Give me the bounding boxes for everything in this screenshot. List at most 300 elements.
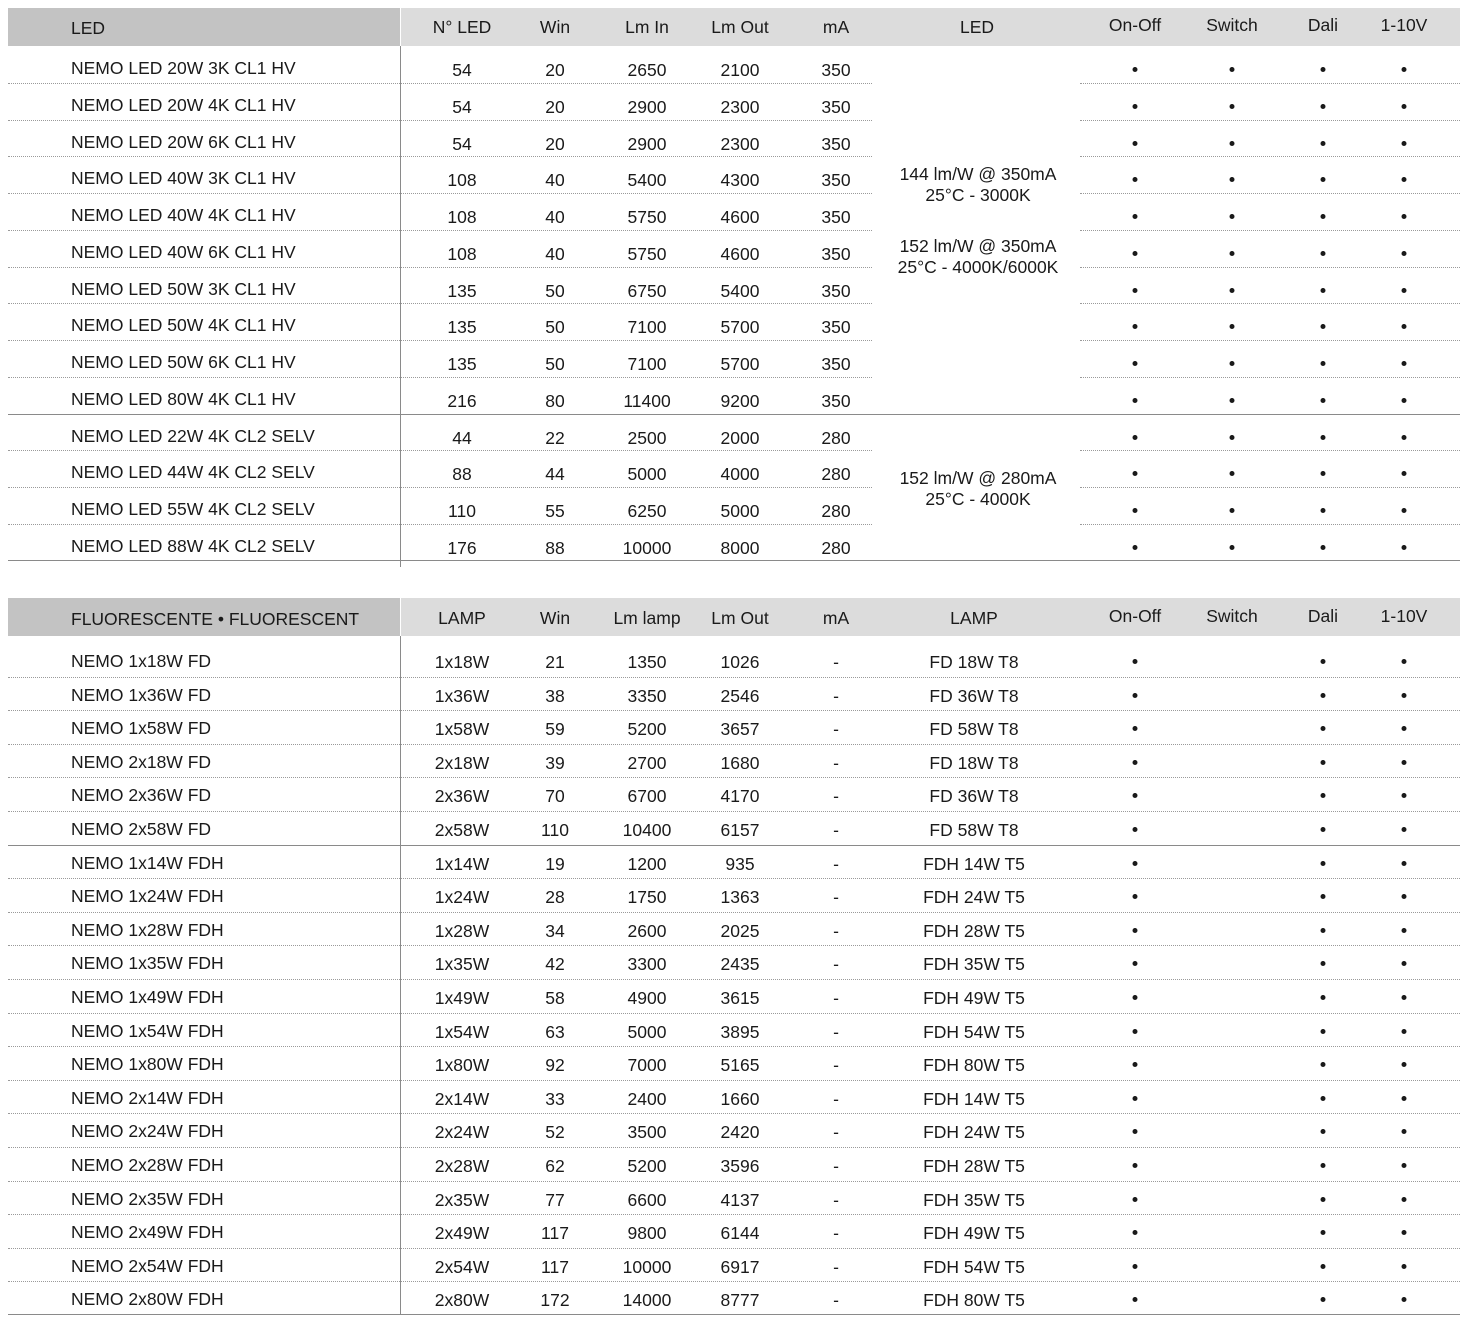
table-row (8, 193, 1460, 230)
n-led-cell: 135 (447, 354, 477, 374)
dali-dot (1321, 508, 1326, 513)
product-name: NEMO LED 44W 4K CL2 SELV (71, 462, 315, 483)
1-10v-dot (1402, 288, 1407, 293)
lm-lamp-cell: 2700 (627, 752, 667, 773)
row-divider (1080, 83, 1460, 84)
dali-dot (1321, 324, 1326, 329)
table-row (8, 1181, 1460, 1215)
on-off-dot (1133, 1297, 1138, 1302)
on-off-dot (1133, 177, 1138, 182)
table-row (8, 1013, 1460, 1047)
lm-out-cell: 2420 (720, 1122, 760, 1143)
lm-out-cell: 3895 (720, 1021, 760, 1042)
dali-dot (1321, 471, 1326, 476)
lamp-type-cell: FDH 80W T5 (923, 1055, 1025, 1076)
row-divider (8, 450, 872, 451)
lm-out-cell: 5700 (720, 317, 760, 338)
dali-dot (1321, 693, 1326, 698)
switch-dot (1230, 361, 1235, 366)
on-off-dot (1133, 1096, 1138, 1101)
win-cell: 40 (545, 207, 565, 227)
ma-cell: 280 (821, 537, 851, 558)
table-bottom-border (8, 1314, 1460, 1315)
row-divider (1080, 377, 1460, 378)
header-lm-out: Lm Out (711, 608, 769, 628)
1-10v-dot (1402, 471, 1407, 476)
table-row (8, 945, 1460, 979)
on-off-dot (1133, 324, 1138, 329)
1-10v-dot (1402, 177, 1407, 182)
ma-cell: - (833, 1055, 839, 1076)
table-row (8, 1113, 1460, 1147)
switch-dot (1230, 545, 1235, 550)
on-off-dot (1133, 398, 1138, 403)
ma-cell: - (833, 820, 839, 840)
win-cell: 80 (545, 390, 565, 411)
product-name: NEMO 1x58W FD (71, 718, 212, 739)
row-divider (8, 677, 1460, 678)
product-name: NEMO 2x54W FDH (71, 1255, 224, 1276)
lm-out-cell: 2025 (720, 920, 760, 941)
lamp-type-cell: FDH 49W T5 (923, 988, 1025, 1008)
win-cell: 55 (545, 501, 565, 521)
row-divider (8, 811, 1460, 812)
lm-lamp-cell: 7000 (627, 1055, 667, 1076)
lm-lamp-cell: 5000 (627, 1021, 667, 1042)
win-cell: 70 (545, 786, 565, 807)
lm-lamp-cell: 2400 (627, 1088, 667, 1109)
table-row (8, 1147, 1460, 1181)
lm-out-cell: 5165 (720, 1055, 760, 1076)
1-10v-dot (1402, 1230, 1407, 1235)
1-10v-dot (1402, 1096, 1407, 1101)
win-cell: 38 (545, 685, 565, 706)
lm-lamp-cell: 1750 (627, 887, 667, 908)
dali-dot (1321, 67, 1326, 72)
ma-cell: - (833, 752, 839, 773)
dali-dot (1321, 361, 1326, 366)
lamp-count-cell: 2x80W (434, 1290, 490, 1311)
ma-cell: 350 (821, 133, 851, 154)
table-row (8, 377, 1460, 414)
1-10v-dot (1402, 693, 1407, 698)
table-row (8, 267, 1460, 304)
lamp-type-cell: FDH 28W T5 (923, 1156, 1025, 1176)
n-led-cell: 110 (448, 501, 476, 521)
row-divider (8, 1046, 1460, 1047)
dali-dot (1321, 726, 1326, 731)
product-name: NEMO LED 40W 3K CL1 HV (71, 168, 296, 189)
lm-in-cell: 5400 (627, 170, 667, 191)
table-row (8, 156, 1460, 193)
ma-cell: - (833, 1256, 839, 1277)
lm-out-cell: 3657 (720, 719, 760, 740)
lamp-type-cell: FD 36W T8 (929, 685, 1019, 706)
lm-lamp-cell: 4900 (627, 988, 667, 1008)
lm-out-cell: 1363 (720, 887, 760, 908)
win-cell: 110 (541, 820, 569, 840)
row-divider (8, 303, 872, 304)
table-row (8, 1046, 1460, 1080)
lm-out-cell: 2435 (720, 954, 760, 975)
row-divider (8, 1113, 1460, 1114)
lamp-type-cell: FDH 24W T5 (923, 887, 1025, 908)
product-name: NEMO 1x14W FDH (71, 852, 224, 873)
1-10v-dot (1402, 104, 1407, 109)
table-row (8, 120, 1460, 157)
row-divider (1080, 340, 1460, 341)
win-cell: 92 (545, 1055, 565, 1076)
lm-out-cell: 5000 (720, 501, 760, 521)
win-cell: 40 (545, 243, 565, 264)
product-name: NEMO LED 50W 6K CL1 HV (71, 352, 296, 372)
on-off-dot (1133, 726, 1138, 731)
win-cell: 58 (545, 988, 565, 1008)
win-cell: 117 (541, 1223, 569, 1244)
dali-dot (1321, 545, 1326, 550)
row-divider (8, 524, 872, 525)
product-name: NEMO 1x54W FDH (71, 1020, 224, 1041)
row-divider (8, 1248, 1460, 1249)
product-name: NEMO 1x80W FDH (71, 1054, 224, 1075)
lamp-count-cell: 1x18W (434, 652, 490, 672)
lm-out-cell: 935 (725, 853, 755, 874)
lamp-type-cell: FDH 24W T5 (923, 1122, 1025, 1143)
win-cell: 20 (545, 60, 565, 80)
header-lamp: LAMP (438, 608, 486, 628)
ma-cell: 350 (821, 390, 851, 411)
n-led-cell: 216 (447, 390, 477, 411)
table-row (8, 845, 1460, 879)
lm-lamp-cell: 5200 (627, 719, 667, 740)
table-row (8, 524, 1460, 561)
dali-dot (1321, 1230, 1326, 1235)
ma-cell: 280 (821, 501, 851, 521)
table-row (8, 46, 1460, 83)
row-divider (8, 230, 872, 231)
header-lamp-type: LAMP (950, 608, 998, 628)
row-divider (8, 777, 1460, 778)
product-name: NEMO LED 40W 4K CL1 HV (71, 205, 296, 225)
dali-dot (1321, 961, 1326, 966)
lm-out-cell: 6157 (720, 820, 760, 840)
lamp-type-cell: FD 18W T8 (929, 652, 1019, 672)
lamp-type-cell: FD 18W T8 (929, 752, 1019, 773)
dali-dot (1321, 1096, 1326, 1101)
lamp-count-cell: 1x80W (434, 1055, 490, 1076)
lamp-count-cell: 2x18W (434, 752, 490, 773)
table-row (8, 230, 1460, 267)
product-name: NEMO 1x18W FD (71, 651, 212, 671)
ma-cell: 350 (821, 170, 851, 191)
lm-in-cell: 5000 (627, 464, 667, 485)
dali-dot (1321, 861, 1326, 866)
header-ma: mA (822, 17, 850, 37)
table-row (8, 1080, 1460, 1114)
lamp-type-cell: FDH 28W T5 (923, 920, 1025, 941)
1-10v-dot (1402, 1163, 1407, 1168)
1-10v-dot (1402, 961, 1407, 966)
n-led-cell: 54 (452, 60, 472, 80)
lamp-count-cell: 2x24W (434, 1122, 490, 1143)
product-name: NEMO 1x49W FDH (71, 987, 224, 1007)
header-fluorescent: FLUORESCENTE • FLUORESCENT (71, 609, 360, 629)
lm-out-cell: 2300 (720, 96, 760, 117)
lm-in-cell: 2900 (627, 96, 667, 117)
ma-cell: - (833, 719, 839, 740)
row-divider (8, 912, 1460, 913)
win-cell: 19 (545, 853, 565, 874)
win-cell: 63 (545, 1021, 565, 1042)
dali-dot (1321, 1129, 1326, 1134)
1-10v-dot (1402, 928, 1407, 933)
product-name: NEMO LED 20W 3K CL1 HV (71, 58, 296, 78)
dali-dot (1321, 928, 1326, 933)
header-led-type: LED (959, 17, 995, 37)
switch-dot (1230, 398, 1235, 403)
lm-out-cell: 5400 (720, 280, 760, 301)
dali-dot (1321, 1297, 1326, 1302)
n-led-cell: 135 (447, 317, 477, 338)
table-row (8, 83, 1460, 120)
on-off-dot (1133, 1129, 1138, 1134)
row-divider (8, 945, 1460, 946)
table-row (8, 1281, 1460, 1315)
on-off-dot (1133, 827, 1138, 832)
row-divider (8, 1281, 1460, 1282)
ma-cell: - (833, 1189, 839, 1210)
lamp-count-cell: 1x49W (434, 988, 490, 1008)
lamp-type-cell: FDH 35W T5 (923, 1189, 1025, 1210)
header-win: Win (539, 608, 571, 628)
lm-out-cell: 2300 (720, 133, 760, 154)
row-divider (8, 377, 872, 378)
table-row (8, 1214, 1460, 1248)
header-lm-in: Lm In (625, 17, 669, 37)
dali-dot (1321, 177, 1326, 182)
win-cell: 44 (545, 464, 565, 485)
table-row (8, 487, 1460, 524)
header-first-cell (8, 8, 400, 46)
ma-cell: 350 (821, 280, 851, 301)
1-10v-dot (1402, 995, 1407, 1000)
table-row (8, 414, 1460, 451)
row-divider (8, 1181, 1460, 1182)
product-name: NEMO LED 55W 4K CL2 SELV (71, 499, 315, 519)
switch-dot (1230, 141, 1235, 146)
lamp-count-cell: 2x49W (434, 1223, 490, 1244)
lamp-type-cell: FD 36W T8 (929, 786, 1019, 807)
row-divider (8, 1147, 1460, 1148)
dali-dot (1321, 288, 1326, 293)
product-name: NEMO LED 20W 6K CL1 HV (71, 131, 296, 152)
table-row (8, 450, 1460, 487)
header-n-led: N° LED (432, 17, 492, 37)
led-note-cl1-3000k (894, 164, 1062, 206)
on-off-dot (1133, 961, 1138, 966)
switch-dot (1230, 471, 1235, 476)
win-cell: 21 (545, 652, 565, 672)
dali-dot (1321, 251, 1326, 256)
on-off-dot (1133, 1029, 1138, 1034)
header-win: Win (539, 17, 571, 37)
on-off-dot (1133, 928, 1138, 933)
ma-cell: - (833, 1290, 839, 1311)
1-10v-dot (1402, 1029, 1407, 1034)
lamp-type-cell: FDH 14W T5 (923, 853, 1025, 874)
n-led-cell: 44 (452, 427, 472, 448)
lm-out-cell: 3615 (720, 988, 760, 1008)
lm-out-cell: 2100 (720, 60, 760, 80)
dali-dot (1321, 1029, 1326, 1034)
table-row (8, 912, 1460, 946)
ma-cell: - (833, 685, 839, 706)
1-10v-dot (1402, 251, 1407, 256)
lamp-count-cell: 2x14W (434, 1088, 490, 1109)
ma-cell: - (833, 652, 839, 672)
led-note-cl1-4000k (894, 236, 1062, 278)
dali-dot (1321, 659, 1326, 664)
on-off-dot (1133, 894, 1138, 899)
lm-lamp-cell: 10000 (622, 1256, 672, 1277)
1-10v-dot (1402, 324, 1407, 329)
row-divider (1080, 303, 1460, 304)
1-10v-dot (1402, 67, 1407, 72)
product-name: NEMO 2x35W FDH (71, 1188, 224, 1209)
win-cell: 117 (541, 1256, 569, 1277)
on-off-dot (1133, 141, 1138, 146)
note-line: 152 lm/W @ 350mA (899, 236, 1057, 256)
switch-dot (1230, 288, 1235, 293)
lm-lamp-cell: 3500 (627, 1122, 667, 1143)
product-name: NEMO 1x28W FDH (71, 919, 224, 940)
lm-out-cell: 2000 (720, 427, 760, 448)
product-name: NEMO LED 40W 6K CL1 HV (71, 241, 296, 262)
row-divider (8, 156, 872, 157)
ma-cell: - (833, 1021, 839, 1042)
lm-in-cell: 7100 (627, 317, 667, 338)
1-10v-dot (1402, 545, 1407, 550)
lamp-type-cell: FDH 80W T5 (923, 1290, 1025, 1311)
header-ma: mA (822, 608, 850, 628)
1-10v-dot (1402, 1062, 1407, 1067)
ma-cell: 350 (821, 96, 851, 117)
win-cell: 20 (545, 96, 565, 117)
row-divider (8, 744, 1460, 745)
table-row (8, 744, 1460, 778)
lamp-count-cell: 1x36W (434, 685, 490, 706)
n-led-cell: 108 (447, 243, 477, 264)
on-off-dot (1133, 659, 1138, 664)
lm-lamp-cell: 14000 (622, 1290, 672, 1311)
lm-lamp-cell: 1200 (627, 853, 667, 874)
1-10v-dot (1402, 361, 1407, 366)
1-10v-dot (1402, 1297, 1407, 1302)
win-cell: 50 (545, 317, 565, 338)
header-1-10v: 1-10V (1380, 606, 1428, 626)
lamp-type-cell: FDH 54W T5 (923, 1256, 1025, 1277)
note-line: 25°C - 3000K (925, 185, 1031, 205)
lm-lamp-cell: 3350 (627, 685, 667, 706)
1-10v-dot (1402, 1197, 1407, 1202)
win-cell: 77 (545, 1189, 565, 1210)
on-off-dot (1133, 693, 1138, 698)
ma-cell: - (833, 1088, 839, 1109)
lm-in-cell: 6750 (627, 280, 667, 301)
table-row (8, 303, 1460, 340)
1-10v-dot (1402, 726, 1407, 731)
header-dali: Dali (1307, 15, 1339, 35)
on-off-dot (1133, 104, 1138, 109)
ma-cell: - (833, 920, 839, 941)
ma-cell: 350 (821, 207, 851, 227)
1-10v-dot (1402, 827, 1407, 832)
lamp-type-cell: FD 58W T8 (929, 820, 1019, 840)
win-cell: 34 (545, 920, 565, 941)
group-divider (8, 845, 1460, 846)
table-row (8, 878, 1460, 912)
ma-cell: - (833, 1223, 839, 1244)
win-cell: 52 (545, 1122, 565, 1143)
product-name: NEMO LED 80W 4K CL1 HV (71, 388, 296, 409)
led-note-cl2 (894, 468, 1062, 510)
lm-out-cell: 9200 (720, 390, 760, 411)
win-cell: 39 (545, 752, 565, 773)
on-off-dot (1133, 288, 1138, 293)
ma-cell: - (833, 887, 839, 908)
1-10v-dot (1402, 659, 1407, 664)
row-divider (8, 878, 1460, 879)
lm-out-cell: 1680 (720, 752, 760, 773)
lm-in-cell: 10000 (622, 537, 672, 558)
n-led-cell: 88 (452, 464, 472, 485)
lm-lamp-cell: 5200 (627, 1156, 667, 1176)
product-name: NEMO 2x80W FDH (71, 1289, 224, 1310)
lamp-count-cell: 1x58W (434, 719, 490, 740)
lm-in-cell: 11400 (623, 390, 671, 411)
row-divider (8, 83, 872, 84)
ma-cell: 350 (821, 317, 851, 338)
lm-in-cell: 6250 (627, 501, 667, 521)
lamp-count-cell: 2x58W (434, 820, 490, 840)
header-on-off: On-Off (1108, 606, 1162, 626)
on-off-dot (1133, 251, 1138, 256)
row-divider (8, 1013, 1460, 1014)
on-off-dot (1133, 435, 1138, 440)
lm-out-cell: 4170 (720, 786, 760, 807)
header-switch: Switch (1206, 15, 1258, 35)
on-off-dot (1133, 214, 1138, 219)
product-name: NEMO 1x36W FD (71, 684, 212, 705)
ma-cell: 280 (821, 427, 851, 448)
led-table (8, 8, 1460, 568)
row-divider (8, 267, 872, 268)
table-row (8, 777, 1460, 811)
header-led: LED (71, 18, 106, 38)
on-off-dot (1133, 1163, 1138, 1168)
dali-dot (1321, 435, 1326, 440)
lm-out-cell: 2546 (720, 685, 760, 706)
on-off-dot (1133, 793, 1138, 798)
header-1-10v: 1-10V (1380, 15, 1428, 35)
ma-cell: 280 (821, 464, 851, 485)
switch-dot (1230, 508, 1235, 513)
lm-out-cell: 8000 (720, 537, 760, 558)
dali-dot (1321, 1163, 1326, 1168)
on-off-dot (1133, 471, 1138, 476)
header-lm-lamp: Lm lamp (613, 608, 681, 628)
switch-dot (1230, 67, 1235, 72)
